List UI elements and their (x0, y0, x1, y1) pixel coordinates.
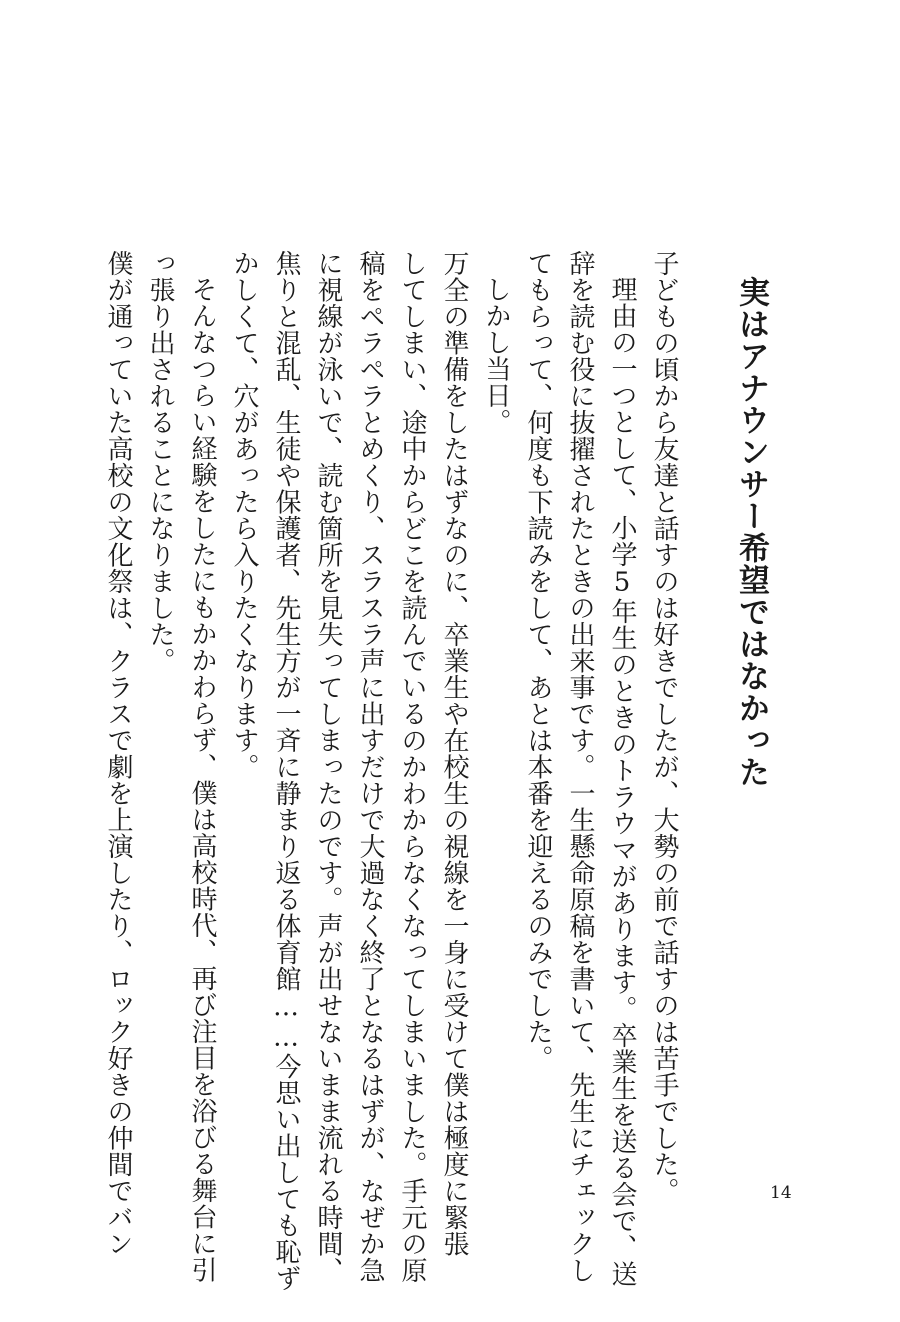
body-line-9: に視線が泳いで、読む箇所を見失ってしまったのです。声が出せないまま流れる時間、 (313, 250, 343, 1284)
body-line-8: 稿をペラペラとめくり、スラスラ声に出すだけで大過なく終了となるはずが、なぜか急 (355, 250, 385, 1284)
body-line-13: っ張り出されることになりました。 (145, 250, 175, 674)
body-line-11: かしくて、穴があったら入りたくなります。 (229, 250, 259, 780)
body-line-2: 理由の一つとして、小学5年生のときのトラウマがあります。卒業生を送る会で、送 (607, 276, 637, 1287)
body-line-7: してしまい、途中からどこを読んでいるのかわからなくなってしまいました。手元の原 (397, 250, 427, 1284)
body-line-6: 万全の準備をしたはずなのに、卒業生や在校生の視線を一身に受けて僕は極度に緊張 (439, 250, 469, 1257)
body-line-4: てもらって、何度も下読みをして、あとは本番を迎えるのみでした。 (523, 250, 553, 1072)
body-line-3: 辞を読む役に抜擢されたときの出来事です。一生懸命原稿を書いて、先生にチェックし (565, 250, 595, 1284)
section-heading: 実はアナウンサー希望ではなかった (733, 276, 769, 788)
body-line-10: 焦りと混乱、生徒や保護者、先生方が一斉に静まり返る体育館……今思い出しても恥ず (271, 250, 301, 1292)
body-line-1: 子どもの頃から友達と話すのは好きでしたが、大勢の前で話すのは苦手でした。 (649, 250, 679, 1204)
body-line-12: そんなつらい経験をしたにもかかわらず、僕は高校時代、再び注目を浴びる舞台に引 (187, 276, 217, 1283)
body-line-14: 僕が通っていた高校の文化祭は、クラスで劇を上演したり、ロック好きの仲間でバン (103, 250, 133, 1257)
page-number: 14 (770, 1183, 792, 1203)
body-line-5: しかし当日。 (481, 276, 511, 435)
